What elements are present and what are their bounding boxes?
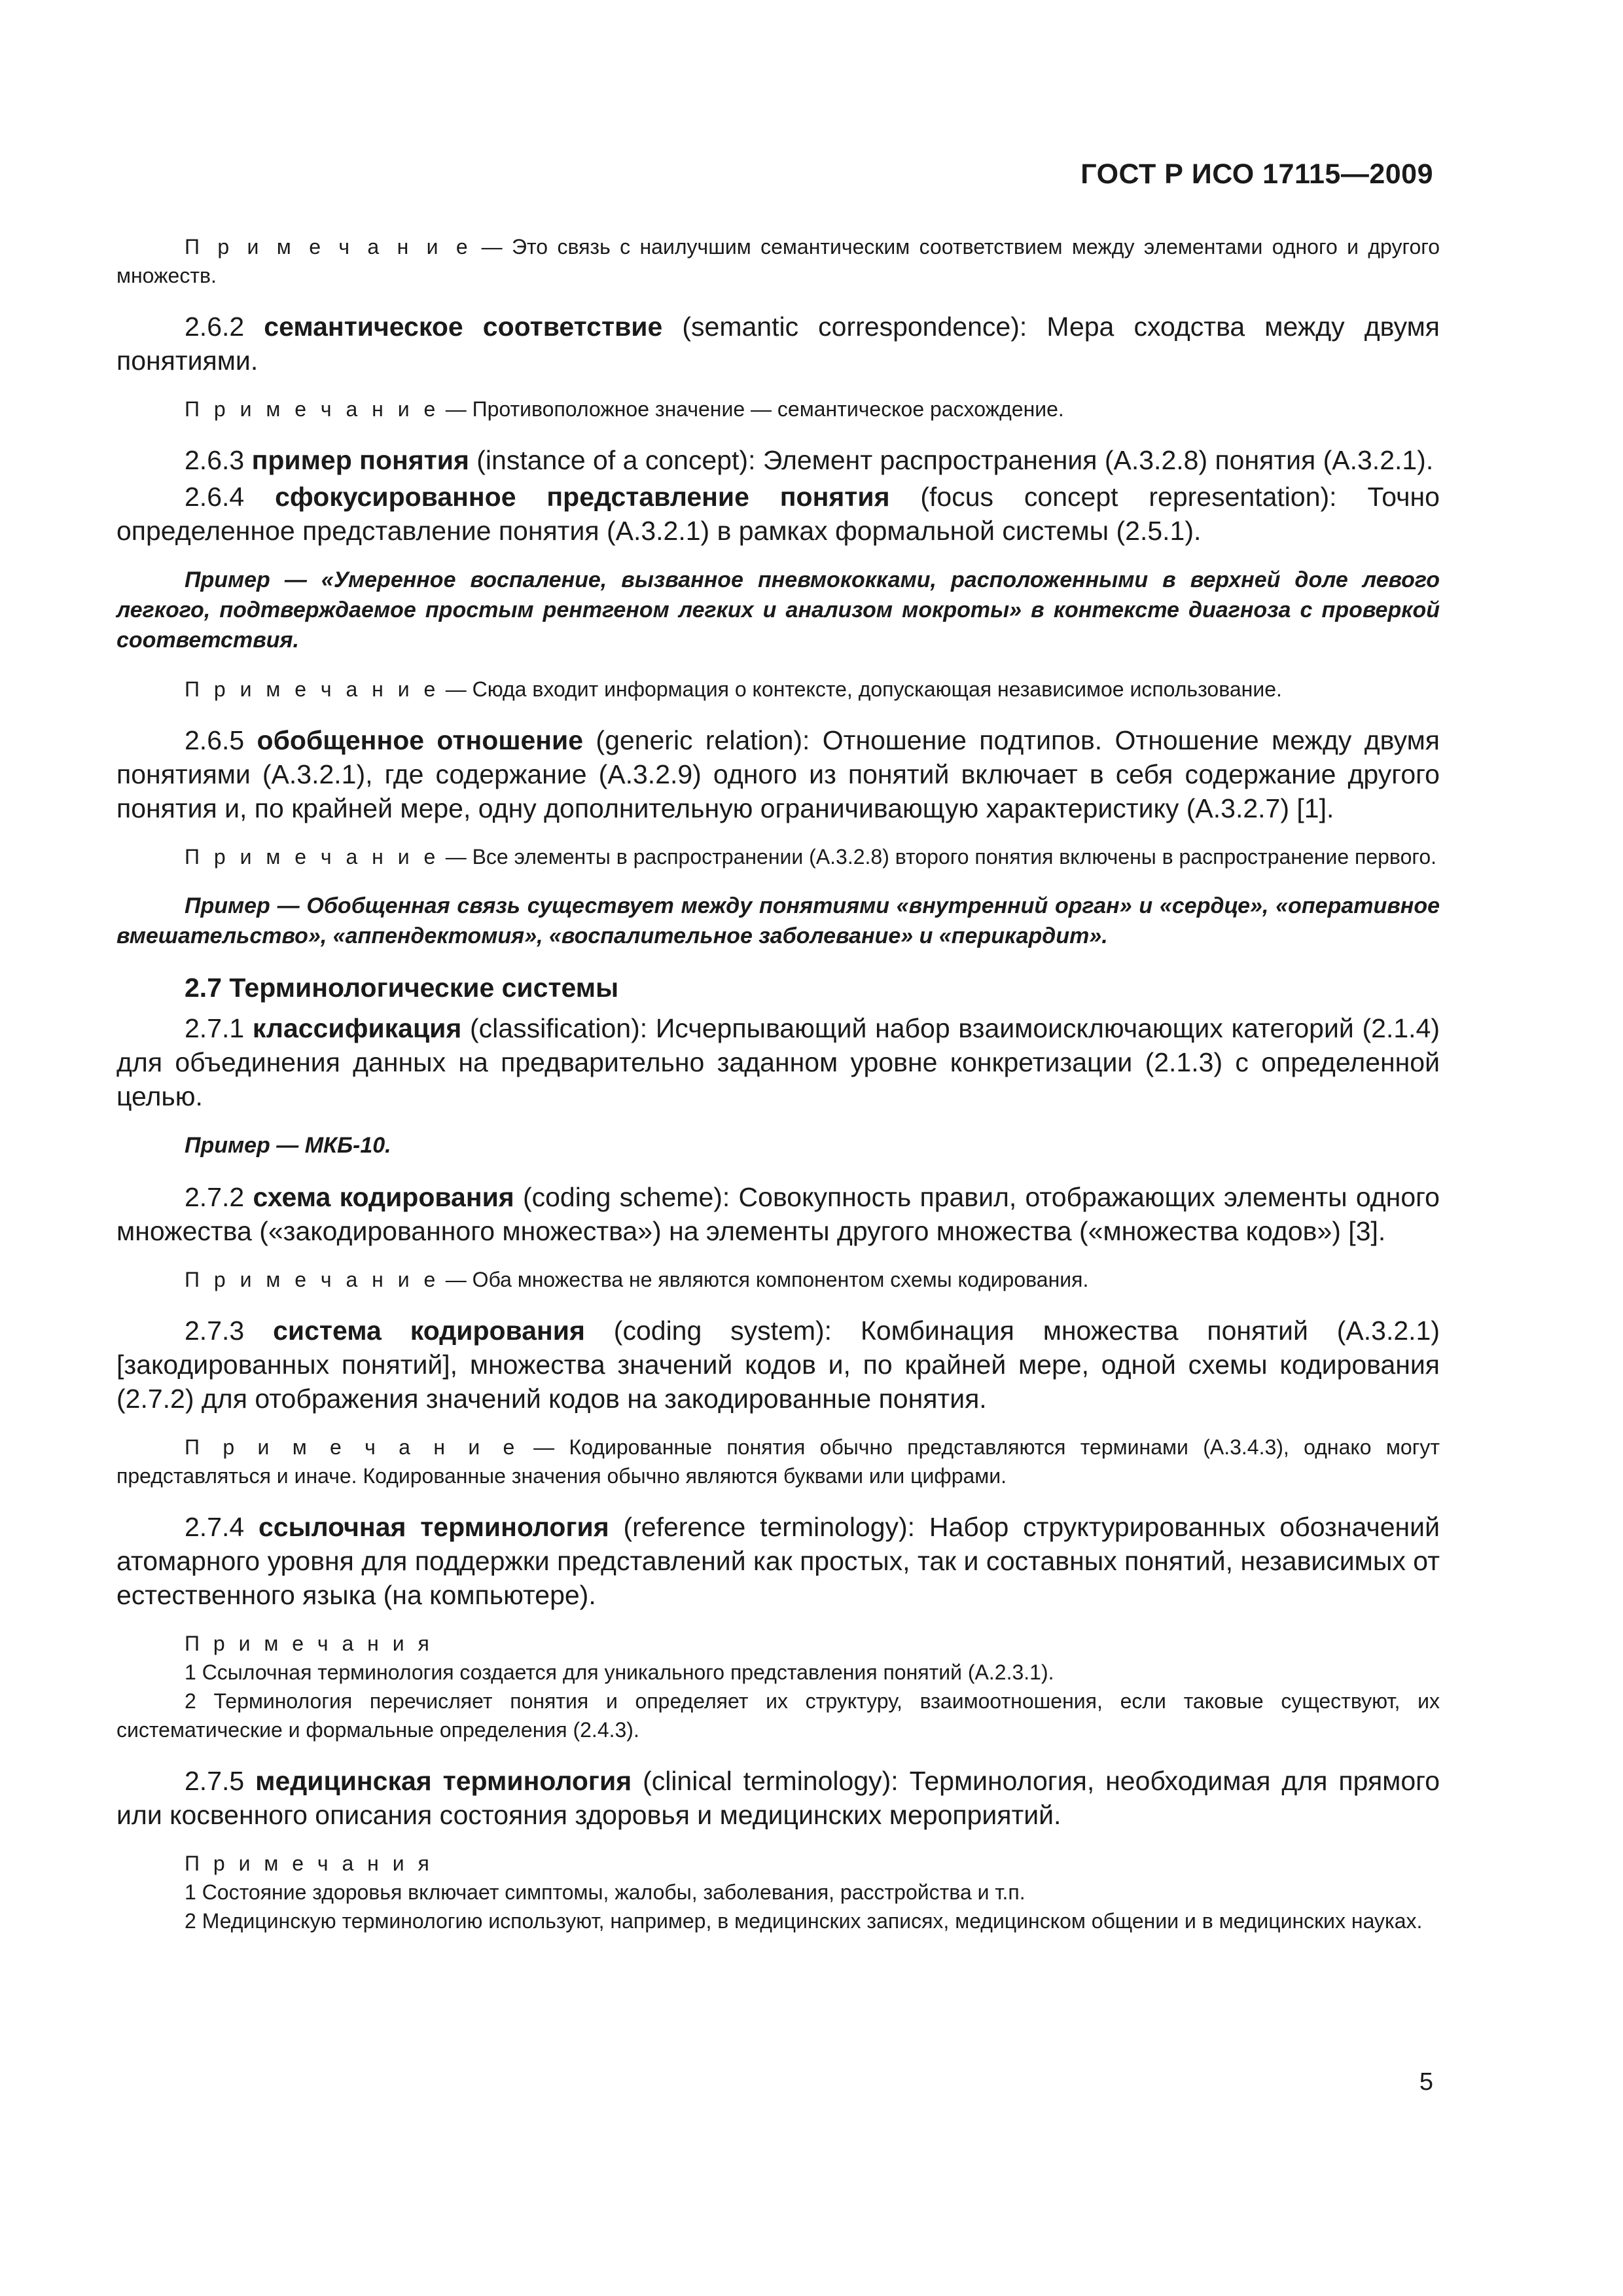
term-definition: (instance of a concept): Элемент распространения (А.3.2.8) понятия (А.3.2.1). (469, 445, 1434, 475)
term-name: сфокусированное представление понятия (275, 482, 890, 512)
term-2-7-2 (116, 1180, 1440, 1248)
note-label: П р и м е ч а н и е (185, 1435, 519, 1459)
term-number: 2.6.5 (185, 725, 257, 755)
term-name: медицинская терминология (255, 1766, 632, 1796)
term-definition: (clinical terminology): Терминология, необходимая для прямого или косвенного описания состояния здоровья и медицинских мероприятий. (116, 1766, 1440, 1830)
term-number: 2.7.2 (185, 1182, 253, 1212)
example-label: Пример — (185, 567, 321, 592)
term-definition: (focus concept representation): Точно определенное представление понятия (А.3.2.1) в рамках формальной системы (2.5.1). (116, 482, 1440, 546)
note-item: 2 Медицинскую терминологию используют, например, в медицинских записях, медицинском общении и в медицинских науках. (185, 1909, 1423, 1933)
term-number: 2.6.4 (185, 482, 276, 512)
page-number: 5 (1419, 2068, 1433, 2096)
term-name: система кодирования (273, 1316, 585, 1346)
note-item: 2 Терминология перечисляет понятия и определяет их структуру, взаимоотношения, если таковые существуют, их систематические и формальные определения (2.4.3). (116, 1689, 1440, 1742)
term-name: пример понятия (251, 445, 469, 475)
note-label: П р и м е ч а н и е (185, 397, 440, 421)
note-dash: — (518, 1435, 569, 1459)
term-2-7-1 (116, 1011, 1440, 1113)
notes-heading: П р и м е ч а н и я (185, 1632, 433, 1655)
example-text: «Умеренное воспаление, вызванное пневмококками, расположенными в верхней доле левого легкого, подтверждаемое простым рентгеном легких и анализом мокроты» в контексте диагноза с проверкой соответствия. (116, 567, 1440, 653)
term-2-6-4 (116, 480, 1440, 548)
term-number: 2.7.3 (185, 1316, 274, 1346)
note-label: П р и м е ч а н и е (185, 235, 473, 259)
note-paragraph (116, 232, 1440, 290)
note-dash: — (439, 1268, 473, 1291)
note-text: Противоположное значение — семантическое расхождение. (472, 397, 1064, 421)
note-paragraph (116, 842, 1440, 871)
term-name: семантическое соответствие (264, 312, 663, 342)
example-label: Пример — (185, 893, 307, 918)
example-text: МКБ-10. (304, 1133, 391, 1158)
note-item: 1 Состояние здоровья включает симптомы, жалобы, заболевания, расстройства и т.п. (185, 1880, 1026, 1904)
section-heading-2-7: 2.7 Терминологические системы (185, 973, 619, 1003)
term-definition: (reference terminology): Набор структурированных обозначений атомарного уровня для поддержки представлений как простых, так и составных понятий, независимых от естественного языка (на компьютере). (116, 1512, 1440, 1610)
page-content (116, 232, 1440, 1955)
note-label: П р и м е ч а н и е (185, 1268, 440, 1291)
term-2-6-3 (116, 443, 1440, 477)
term-definition: (coding system): Комбинация множества понятий (А.3.2.1) [закодированных понятий], множества значений кодов и, по крайней мере, одной схемы кодирования (2.7.2) для отображения значений кодов на закодированные понятия. (116, 1316, 1440, 1414)
term-number: 2.6.2 (185, 312, 264, 342)
term-number: 2.7.4 (185, 1512, 259, 1542)
note-text: Кодированные понятия обычно представляются терминами (А.3.4.3), однако могут представляться и иначе. Кодированные значения обычно являются буквами или цифрами. (116, 1435, 1440, 1488)
note-text: Сюда входит информация о контексте, допускающая независимое использование. (472, 677, 1282, 701)
term-2-7-3 (116, 1314, 1440, 1416)
term-2-6-5 (116, 723, 1440, 825)
term-2-7-4 (116, 1510, 1440, 1612)
example-text: Обобщенная связь существует между понятиями «внутренний орган» и «сердце», «оперативное вмешательство», «аппендектомия», «воспалительное заболевание» и «перикардит». (116, 893, 1440, 948)
notes-heading: П р и м е ч а н и я (185, 1852, 433, 1875)
example-paragraph (116, 891, 1440, 951)
note-text: Оба множества не являются компонентом схемы кодирования. (472, 1268, 1089, 1291)
term-number: 2.6.3 (185, 445, 252, 475)
note-dash: — (439, 677, 473, 701)
note-label: П р и м е ч а н и е (185, 845, 440, 869)
example-label: Пример — (185, 1133, 305, 1158)
note-paragraph (116, 395, 1440, 423)
term-name: ссылочная терминология (258, 1512, 609, 1542)
term-definition: (coding scheme): Совокупность правил, отображающих элементы одного множества («закодированного множества») на элементы другого множества («множества кодов») [3]. (116, 1182, 1440, 1246)
term-name: обобщенное отношение (257, 725, 584, 755)
term-number: 2.7.5 (185, 1766, 256, 1796)
term-2-6-2 (116, 310, 1440, 378)
note-paragraph (116, 675, 1440, 704)
term-definition: (semantic correspondence): Мера сходства между двумя понятиями. (116, 312, 1440, 376)
term-2-7-5 (116, 1764, 1440, 1832)
term-definition: (generic relation): Отношение подтипов. Отношение между двумя понятиями (А.3.2.1), где содержание (А.3.2.9) одного из понятий включает в себя содержание другого понятия и, по крайней мере, одну дополнительную ограничивающую характеристику (А.3.2.7) [1]. (116, 725, 1440, 823)
note-paragraph (116, 1265, 1440, 1294)
note-paragraph (116, 1433, 1440, 1490)
note-dash: — (439, 397, 473, 421)
note-label: П р и м е ч а н и е (185, 677, 440, 701)
term-number: 2.7.1 (185, 1013, 253, 1043)
term-name: схема кодирования (253, 1182, 514, 1212)
note-text: Все элементы в распространении (А.3.2.8) второго понятия включены в распространение первого. (472, 845, 1437, 869)
example-paragraph (116, 1130, 1440, 1160)
note-dash: — (439, 845, 473, 869)
note-text: Это связь с наилучшим семантическим соответствием между элементами одного и другого множеств. (116, 235, 1440, 287)
note-item: 1 Ссылочная терминология создается для уникального представления понятий (А.2.3.1). (185, 1660, 1054, 1684)
term-name: классификация (252, 1013, 462, 1043)
example-paragraph (116, 565, 1440, 655)
standard-designation: ГОСТ Р ИСО 17115—2009 (1080, 158, 1433, 190)
note-dash: — (472, 235, 512, 259)
term-definition: (classification): Исчерпывающий набор взаимоисключающих категорий (2.1.4) для объединения данных на предварительно заданном уровне конкретизации (2.1.3) с определенной целью. (116, 1013, 1440, 1111)
